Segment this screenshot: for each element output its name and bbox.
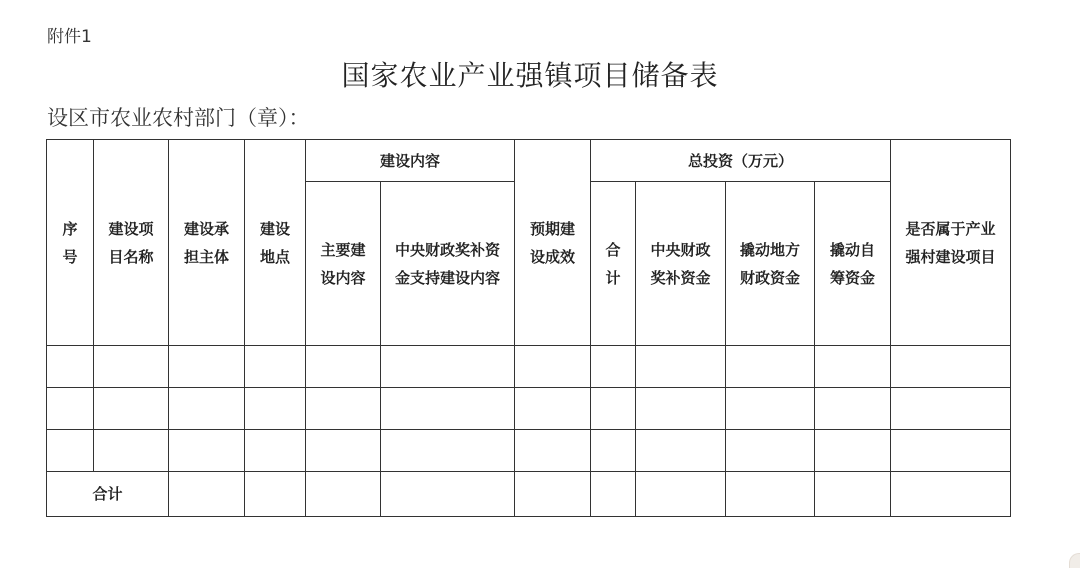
- blank-cell: [891, 472, 1011, 517]
- blank-cell: [891, 430, 1011, 472]
- blank-cell: [891, 346, 1011, 388]
- blank-cell: [815, 472, 891, 517]
- blank-cell: [169, 430, 245, 472]
- blank-cell: [306, 430, 381, 472]
- header-main-content: 主要建 设内容: [306, 182, 381, 346]
- document-title: 国家农业产业强镇项目储备表: [341, 59, 719, 92]
- header-project-name: 建设项 目名称: [94, 140, 169, 346]
- blank-cell: [245, 430, 306, 472]
- blank-cell: [381, 388, 515, 430]
- blank-cell: [726, 388, 815, 430]
- blank-cell: [726, 472, 815, 517]
- blank-cell: [245, 472, 306, 517]
- blank-cell: [306, 388, 381, 430]
- blank-cell: [636, 430, 726, 472]
- total-row-label: 合计: [47, 472, 169, 517]
- blank-cell: [726, 346, 815, 388]
- table-row: [47, 388, 1011, 430]
- total-row: [47, 472, 1011, 517]
- blank-cell: [591, 346, 636, 388]
- project-reserve-table: [46, 139, 1011, 517]
- blank-cell: [891, 388, 1011, 430]
- header-self-raised-funds: 撬动自 筹资金: [815, 182, 891, 346]
- header-total-investment: 总投资（万元）: [591, 140, 891, 182]
- blank-cell: [47, 430, 94, 472]
- annex-label: 附件1: [47, 27, 92, 47]
- blank-cell: [591, 472, 636, 517]
- blank-cell: [515, 388, 591, 430]
- header-central-funds: 中央财政 奖补资金: [636, 182, 726, 346]
- header-seq: 序 号: [47, 140, 94, 346]
- blank-cell: [169, 472, 245, 517]
- blank-cell: [245, 346, 306, 388]
- blank-cell: [636, 346, 726, 388]
- blank-cell: [381, 346, 515, 388]
- table-row: [47, 346, 1011, 388]
- blank-cell: [726, 430, 815, 472]
- header-undertaker: 建设承 担主体: [169, 140, 245, 346]
- header-subtotal: 合 计: [591, 182, 636, 346]
- blank-cell: [591, 388, 636, 430]
- department-seal-line: 设区市农业农村部门（章）：: [47, 106, 310, 130]
- blank-cell: [381, 472, 515, 517]
- blank-cell: [169, 388, 245, 430]
- blank-cell: [815, 346, 891, 388]
- header-industry-village: 是否属于产业 强村建设项目: [891, 140, 1011, 346]
- blank-cell: [636, 472, 726, 517]
- blank-cell: [245, 388, 306, 430]
- header-location: 建设 地点: [245, 140, 306, 346]
- corner-widget: [1069, 553, 1080, 568]
- header-construction-content: 建设内容: [306, 140, 515, 182]
- blank-cell: [47, 346, 94, 388]
- blank-cell: [815, 388, 891, 430]
- table-row: [47, 430, 1011, 472]
- blank-cell: [306, 346, 381, 388]
- blank-cell: [94, 388, 169, 430]
- header-local-funds: 撬动地方 财政资金: [726, 182, 815, 346]
- blank-cell: [94, 430, 169, 472]
- blank-cell: [47, 388, 94, 430]
- blank-cell: [306, 472, 381, 517]
- blank-cell: [381, 430, 515, 472]
- blank-cell: [515, 430, 591, 472]
- blank-cell: [591, 430, 636, 472]
- blank-cell: [815, 430, 891, 472]
- blank-cell: [515, 346, 591, 388]
- header-expected-benefit: 预期建 设成效: [515, 140, 591, 346]
- blank-cell: [94, 346, 169, 388]
- blank-cell: [169, 346, 245, 388]
- blank-cell: [636, 388, 726, 430]
- header-central-supported-content: 中央财政奖补资 金支持建设内容: [381, 182, 515, 346]
- blank-cell: [515, 472, 591, 517]
